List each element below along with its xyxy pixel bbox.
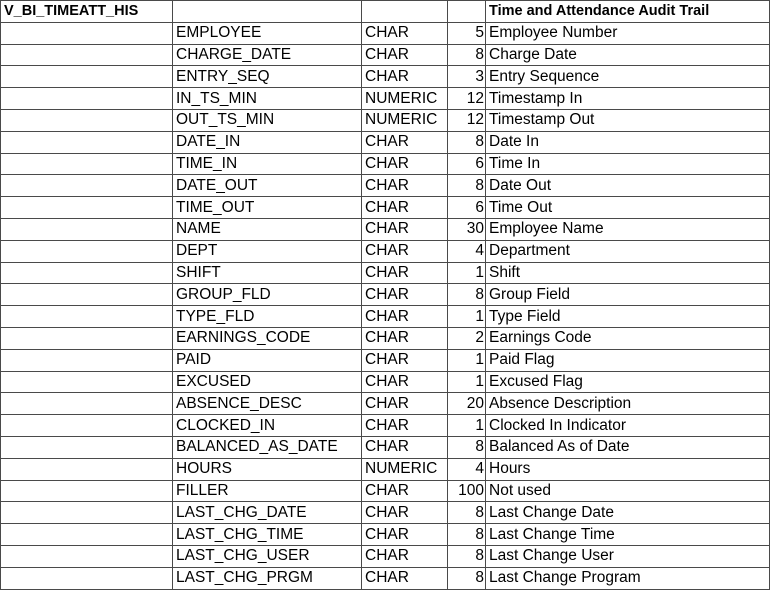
blank-cell [1, 415, 173, 437]
field-name-cell: CLOCKED_IN [173, 415, 362, 437]
length-cell: 12 [448, 88, 486, 110]
description-cell: Time In [486, 153, 770, 175]
field-name-cell: HOURS [173, 458, 362, 480]
blank-cell [1, 480, 173, 502]
description-cell: Balanced As of Date [486, 436, 770, 458]
description-cell: Date Out [486, 175, 770, 197]
blank-cell [1, 524, 173, 546]
table-row [1, 66, 770, 88]
empty-cell [173, 1, 362, 23]
table-row [1, 393, 770, 415]
blank-cell [1, 393, 173, 415]
table-row [1, 415, 770, 437]
length-cell: 8 [448, 436, 486, 458]
description-cell: Timestamp Out [486, 109, 770, 131]
blank-cell [1, 44, 173, 66]
data-type-cell: CHAR [362, 22, 448, 44]
field-name-cell: EMPLOYEE [173, 22, 362, 44]
blank-cell [1, 262, 173, 284]
field-name-cell: DATE_OUT [173, 175, 362, 197]
data-type-cell: CHAR [362, 306, 448, 328]
table-row [1, 545, 770, 567]
table-row [1, 109, 770, 131]
data-type-cell: CHAR [362, 545, 448, 567]
field-name-cell: LAST_CHG_DATE [173, 502, 362, 524]
length-cell: 4 [448, 458, 486, 480]
length-cell: 30 [448, 218, 486, 240]
blank-cell [1, 175, 173, 197]
description-cell: Last Change Program [486, 567, 770, 589]
description-cell: Earnings Code [486, 327, 770, 349]
table-row [1, 240, 770, 262]
data-type-cell: CHAR [362, 197, 448, 219]
blank-cell [1, 306, 173, 328]
data-type-cell: CHAR [362, 284, 448, 306]
blank-cell [1, 284, 173, 306]
header-row [1, 1, 770, 23]
blank-cell [1, 458, 173, 480]
blank-cell [1, 240, 173, 262]
field-name-cell: TYPE_FLD [173, 306, 362, 328]
length-cell: 8 [448, 131, 486, 153]
blank-cell [1, 327, 173, 349]
description-cell: Paid Flag [486, 349, 770, 371]
length-cell: 1 [448, 349, 486, 371]
length-cell: 8 [448, 524, 486, 546]
blank-cell [1, 349, 173, 371]
field-name-cell: ABSENCE_DESC [173, 393, 362, 415]
length-cell: 8 [448, 284, 486, 306]
length-cell: 2 [448, 327, 486, 349]
table-row [1, 458, 770, 480]
description-cell: Not used [486, 480, 770, 502]
field-name-cell: PAID [173, 349, 362, 371]
field-name-cell: TIME_OUT [173, 197, 362, 219]
table-row [1, 153, 770, 175]
description-cell: Entry Sequence [486, 66, 770, 88]
data-type-cell: CHAR [362, 567, 448, 589]
data-type-cell: CHAR [362, 240, 448, 262]
table-row [1, 371, 770, 393]
blank-cell [1, 502, 173, 524]
length-cell: 1 [448, 371, 486, 393]
blank-cell [1, 131, 173, 153]
field-name-cell: LAST_CHG_TIME [173, 524, 362, 546]
description-cell: Hours [486, 458, 770, 480]
data-type-cell: CHAR [362, 436, 448, 458]
table-row [1, 175, 770, 197]
length-cell: 5 [448, 22, 486, 44]
field-name-cell: FILLER [173, 480, 362, 502]
table-row [1, 524, 770, 546]
length-cell: 6 [448, 153, 486, 175]
data-type-cell: CHAR [362, 480, 448, 502]
table-row [1, 436, 770, 458]
table-row [1, 197, 770, 219]
view-name-cell: V_BI_TIMEATT_HIS [1, 1, 173, 23]
length-cell: 3 [448, 66, 486, 88]
length-cell: 20 [448, 393, 486, 415]
blank-cell [1, 197, 173, 219]
length-cell: 100 [448, 480, 486, 502]
field-name-cell: ENTRY_SEQ [173, 66, 362, 88]
table-row [1, 306, 770, 328]
data-type-cell: CHAR [362, 502, 448, 524]
description-cell: Charge Date [486, 44, 770, 66]
blank-cell [1, 22, 173, 44]
field-name-cell: GROUP_FLD [173, 284, 362, 306]
field-name-cell: LAST_CHG_USER [173, 545, 362, 567]
field-name-cell: CHARGE_DATE [173, 44, 362, 66]
data-type-cell: CHAR [362, 44, 448, 66]
data-type-cell: NUMERIC [362, 458, 448, 480]
length-cell: 1 [448, 415, 486, 437]
field-name-cell: DEPT [173, 240, 362, 262]
blank-cell [1, 218, 173, 240]
length-cell: 1 [448, 262, 486, 284]
description-cell: Excused Flag [486, 371, 770, 393]
data-type-cell: CHAR [362, 153, 448, 175]
length-cell: 12 [448, 109, 486, 131]
description-cell: Timestamp In [486, 88, 770, 110]
table-row [1, 262, 770, 284]
description-cell: Absence Description [486, 393, 770, 415]
field-name-cell: EXCUSED [173, 371, 362, 393]
description-cell: Group Field [486, 284, 770, 306]
field-name-cell: EARNINGS_CODE [173, 327, 362, 349]
length-cell: 1 [448, 306, 486, 328]
field-name-cell: TIME_IN [173, 153, 362, 175]
data-type-cell: CHAR [362, 371, 448, 393]
length-cell: 6 [448, 197, 486, 219]
blank-cell [1, 545, 173, 567]
field-name-cell: SHIFT [173, 262, 362, 284]
blank-cell [1, 88, 173, 110]
description-cell: Last Change User [486, 545, 770, 567]
length-cell: 8 [448, 502, 486, 524]
table-row [1, 44, 770, 66]
data-type-cell: CHAR [362, 131, 448, 153]
data-type-cell: CHAR [362, 415, 448, 437]
empty-cell [448, 1, 486, 23]
description-cell: Last Change Date [486, 502, 770, 524]
description-cell: Clocked In Indicator [486, 415, 770, 437]
blank-cell [1, 109, 173, 131]
field-name-cell: IN_TS_MIN [173, 88, 362, 110]
field-name-cell: DATE_IN [173, 131, 362, 153]
description-cell: Employee Number [486, 22, 770, 44]
description-cell: Time Out [486, 197, 770, 219]
length-cell: 4 [448, 240, 486, 262]
description-cell: Last Change Time [486, 524, 770, 546]
data-type-cell: CHAR [362, 175, 448, 197]
description-cell: Department [486, 240, 770, 262]
table-title-cell: Time and Attendance Audit Trail [486, 1, 770, 23]
blank-cell [1, 66, 173, 88]
field-name-cell: OUT_TS_MIN [173, 109, 362, 131]
blank-cell [1, 567, 173, 589]
table-row [1, 480, 770, 502]
length-cell: 8 [448, 44, 486, 66]
field-name-cell: NAME [173, 218, 362, 240]
field-name-cell: LAST_CHG_PRGM [173, 567, 362, 589]
length-cell: 8 [448, 175, 486, 197]
data-type-cell: NUMERIC [362, 109, 448, 131]
data-type-cell: CHAR [362, 218, 448, 240]
description-cell: Date In [486, 131, 770, 153]
data-type-cell: CHAR [362, 327, 448, 349]
table-row [1, 22, 770, 44]
length-cell: 8 [448, 545, 486, 567]
description-cell: Shift [486, 262, 770, 284]
table-body [1, 1, 770, 590]
length-cell: 8 [448, 567, 486, 589]
table-row [1, 284, 770, 306]
blank-cell [1, 371, 173, 393]
table-row [1, 131, 770, 153]
blank-cell [1, 436, 173, 458]
data-type-cell: CHAR [362, 262, 448, 284]
data-type-cell: CHAR [362, 349, 448, 371]
description-cell: Type Field [486, 306, 770, 328]
description-cell: Employee Name [486, 218, 770, 240]
table-row [1, 218, 770, 240]
table-row [1, 502, 770, 524]
table-row [1, 567, 770, 589]
table-row [1, 327, 770, 349]
field-name-cell: BALANCED_AS_DATE [173, 436, 362, 458]
table-row [1, 349, 770, 371]
blank-cell [1, 153, 173, 175]
data-type-cell: CHAR [362, 66, 448, 88]
data-type-cell: CHAR [362, 393, 448, 415]
table-row [1, 88, 770, 110]
empty-cell [362, 1, 448, 23]
data-type-cell: NUMERIC [362, 88, 448, 110]
data-type-cell: CHAR [362, 524, 448, 546]
